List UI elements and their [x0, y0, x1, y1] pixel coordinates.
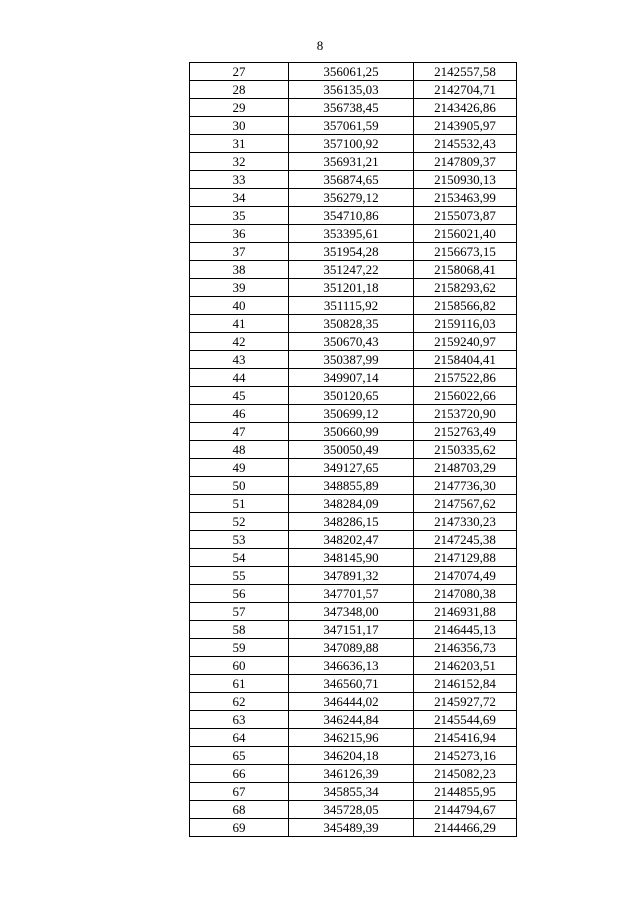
table-row — [190, 405, 517, 423]
table-row — [190, 297, 517, 315]
x-coordinate-cell: 346244,84 — [289, 711, 414, 729]
x-coordinate-cell: 351115,92 — [289, 297, 414, 315]
point-number-cell: 51 — [190, 495, 289, 513]
y-coordinate-cell: 2147567,62 — [414, 495, 517, 513]
page-number: 8 — [316, 38, 324, 53]
point-number-cell: 32 — [190, 153, 289, 171]
table-row — [190, 783, 517, 801]
y-coordinate-cell: 2158293,62 — [414, 279, 517, 297]
point-number-cell: 40 — [190, 297, 289, 315]
x-coordinate-cell: 348145,90 — [289, 549, 414, 567]
table-row — [190, 135, 517, 153]
table-row — [190, 513, 517, 531]
y-coordinate-cell: 2145416,94 — [414, 729, 517, 747]
x-coordinate-cell: 346126,39 — [289, 765, 414, 783]
table-row — [190, 729, 517, 747]
table-row — [190, 243, 517, 261]
coordinates-table-body — [190, 63, 517, 837]
table-row — [190, 441, 517, 459]
point-number-cell: 38 — [190, 261, 289, 279]
x-coordinate-cell: 348855,89 — [289, 477, 414, 495]
point-number-cell: 62 — [190, 693, 289, 711]
point-number-cell: 35 — [190, 207, 289, 225]
y-coordinate-cell: 2147809,37 — [414, 153, 517, 171]
x-coordinate-cell: 356279,12 — [289, 189, 414, 207]
x-coordinate-cell: 345489,39 — [289, 819, 414, 837]
table-row — [190, 279, 517, 297]
y-coordinate-cell: 2147736,30 — [414, 477, 517, 495]
point-number-cell: 29 — [190, 99, 289, 117]
point-number-cell: 63 — [190, 711, 289, 729]
x-coordinate-cell: 350050,49 — [289, 441, 414, 459]
x-coordinate-cell: 345728,05 — [289, 801, 414, 819]
y-coordinate-cell: 2144466,29 — [414, 819, 517, 837]
x-coordinate-cell: 350699,12 — [289, 405, 414, 423]
x-coordinate-cell: 354710,86 — [289, 207, 414, 225]
table-row — [190, 207, 517, 225]
x-coordinate-cell: 351954,28 — [289, 243, 414, 261]
point-number-cell: 57 — [190, 603, 289, 621]
x-coordinate-cell: 351201,18 — [289, 279, 414, 297]
point-number-cell: 68 — [190, 801, 289, 819]
table-row — [190, 747, 517, 765]
y-coordinate-cell: 2158068,41 — [414, 261, 517, 279]
x-coordinate-cell: 350387,99 — [289, 351, 414, 369]
y-coordinate-cell: 2158566,82 — [414, 297, 517, 315]
x-coordinate-cell: 349907,14 — [289, 369, 414, 387]
y-coordinate-cell: 2146931,88 — [414, 603, 517, 621]
point-number-cell: 64 — [190, 729, 289, 747]
x-coordinate-cell: 351247,22 — [289, 261, 414, 279]
y-coordinate-cell: 2156022,66 — [414, 387, 517, 405]
point-number-cell: 30 — [190, 117, 289, 135]
point-number-cell: 49 — [190, 459, 289, 477]
table-row — [190, 153, 517, 171]
y-coordinate-cell: 2142704,71 — [414, 81, 517, 99]
y-coordinate-cell: 2147330,23 — [414, 513, 517, 531]
table-row — [190, 81, 517, 99]
point-number-cell: 56 — [190, 585, 289, 603]
table-row — [190, 333, 517, 351]
table-row — [190, 693, 517, 711]
point-number-cell: 45 — [190, 387, 289, 405]
y-coordinate-cell: 2145544,69 — [414, 711, 517, 729]
table-row — [190, 99, 517, 117]
point-number-cell: 54 — [190, 549, 289, 567]
x-coordinate-cell: 345855,34 — [289, 783, 414, 801]
point-number-cell: 67 — [190, 783, 289, 801]
x-coordinate-cell: 357100,92 — [289, 135, 414, 153]
x-coordinate-cell: 347151,17 — [289, 621, 414, 639]
y-coordinate-cell: 2147245,38 — [414, 531, 517, 549]
y-coordinate-cell: 2144794,67 — [414, 801, 517, 819]
table-row — [190, 189, 517, 207]
table-row — [190, 657, 517, 675]
x-coordinate-cell: 356135,03 — [289, 81, 414, 99]
y-coordinate-cell: 2157522,86 — [414, 369, 517, 387]
x-coordinate-cell: 348284,09 — [289, 495, 414, 513]
x-coordinate-cell: 346636,13 — [289, 657, 414, 675]
table-row — [190, 567, 517, 585]
table-row — [190, 531, 517, 549]
y-coordinate-cell: 2146203,51 — [414, 657, 517, 675]
table-row — [190, 495, 517, 513]
table-row — [190, 477, 517, 495]
point-number-cell: 53 — [190, 531, 289, 549]
point-number-cell: 50 — [190, 477, 289, 495]
y-coordinate-cell: 2145532,43 — [414, 135, 517, 153]
point-number-cell: 34 — [190, 189, 289, 207]
y-coordinate-cell: 2142557,58 — [414, 63, 517, 81]
x-coordinate-cell: 350660,99 — [289, 423, 414, 441]
x-coordinate-cell: 347891,32 — [289, 567, 414, 585]
y-coordinate-cell: 2158404,41 — [414, 351, 517, 369]
x-coordinate-cell: 356874,65 — [289, 171, 414, 189]
x-coordinate-cell: 356738,45 — [289, 99, 414, 117]
point-number-cell: 69 — [190, 819, 289, 837]
point-number-cell: 31 — [190, 135, 289, 153]
point-number-cell: 37 — [190, 243, 289, 261]
x-coordinate-cell: 346204,18 — [289, 747, 414, 765]
point-number-cell: 33 — [190, 171, 289, 189]
table-row — [190, 585, 517, 603]
y-coordinate-cell: 2146356,73 — [414, 639, 517, 657]
table-row — [190, 621, 517, 639]
y-coordinate-cell: 2143426,86 — [414, 99, 517, 117]
y-coordinate-cell: 2148703,29 — [414, 459, 517, 477]
y-coordinate-cell: 2146445,13 — [414, 621, 517, 639]
table-row — [190, 549, 517, 567]
table-row — [190, 801, 517, 819]
y-coordinate-cell: 2145927,72 — [414, 693, 517, 711]
y-coordinate-cell: 2150335,62 — [414, 441, 517, 459]
y-coordinate-cell: 2156673,15 — [414, 243, 517, 261]
table-row — [190, 63, 517, 81]
x-coordinate-cell: 347348,00 — [289, 603, 414, 621]
x-coordinate-cell: 346560,71 — [289, 675, 414, 693]
point-number-cell: 47 — [190, 423, 289, 441]
table-row — [190, 603, 517, 621]
table-row — [190, 315, 517, 333]
point-number-cell: 28 — [190, 81, 289, 99]
y-coordinate-cell: 2155073,87 — [414, 207, 517, 225]
point-number-cell: 66 — [190, 765, 289, 783]
point-number-cell: 59 — [190, 639, 289, 657]
y-coordinate-cell: 2159116,03 — [414, 315, 517, 333]
table-row — [190, 819, 517, 837]
x-coordinate-cell: 349127,65 — [289, 459, 414, 477]
table-row — [190, 711, 517, 729]
table-row — [190, 369, 517, 387]
y-coordinate-cell: 2146152,84 — [414, 675, 517, 693]
point-number-cell: 44 — [190, 369, 289, 387]
x-coordinate-cell: 353395,61 — [289, 225, 414, 243]
point-number-cell: 41 — [190, 315, 289, 333]
y-coordinate-cell: 2159240,97 — [414, 333, 517, 351]
x-coordinate-cell: 347089,88 — [289, 639, 414, 657]
table-row — [190, 765, 517, 783]
table-row — [190, 387, 517, 405]
x-coordinate-cell: 348202,47 — [289, 531, 414, 549]
point-number-cell: 39 — [190, 279, 289, 297]
table-row — [190, 225, 517, 243]
table-row — [190, 351, 517, 369]
point-number-cell: 52 — [190, 513, 289, 531]
point-number-cell: 58 — [190, 621, 289, 639]
table-row — [190, 117, 517, 135]
point-number-cell: 43 — [190, 351, 289, 369]
y-coordinate-cell: 2144855,95 — [414, 783, 517, 801]
x-coordinate-cell: 356931,21 — [289, 153, 414, 171]
x-coordinate-cell: 346215,96 — [289, 729, 414, 747]
y-coordinate-cell: 2152763,49 — [414, 423, 517, 441]
y-coordinate-cell: 2147080,38 — [414, 585, 517, 603]
point-number-cell: 48 — [190, 441, 289, 459]
y-coordinate-cell: 2156021,40 — [414, 225, 517, 243]
point-number-cell: 55 — [190, 567, 289, 585]
coordinates-table — [189, 62, 517, 837]
table-row — [190, 639, 517, 657]
x-coordinate-cell: 347701,57 — [289, 585, 414, 603]
x-coordinate-cell: 357061,59 — [289, 117, 414, 135]
table-row — [190, 423, 517, 441]
y-coordinate-cell: 2145273,16 — [414, 747, 517, 765]
x-coordinate-cell: 350828,35 — [289, 315, 414, 333]
point-number-cell: 36 — [190, 225, 289, 243]
table-row — [190, 675, 517, 693]
point-number-cell: 60 — [190, 657, 289, 675]
x-coordinate-cell: 356061,25 — [289, 63, 414, 81]
y-coordinate-cell: 2147129,88 — [414, 549, 517, 567]
y-coordinate-cell: 2153720,90 — [414, 405, 517, 423]
y-coordinate-cell: 2153463,99 — [414, 189, 517, 207]
x-coordinate-cell: 350670,43 — [289, 333, 414, 351]
y-coordinate-cell: 2150930,13 — [414, 171, 517, 189]
point-number-cell: 27 — [190, 63, 289, 81]
point-number-cell: 46 — [190, 405, 289, 423]
point-number-cell: 42 — [190, 333, 289, 351]
point-number-cell: 61 — [190, 675, 289, 693]
table-row — [190, 261, 517, 279]
y-coordinate-cell: 2145082,23 — [414, 765, 517, 783]
table-row — [190, 171, 517, 189]
x-coordinate-cell: 348286,15 — [289, 513, 414, 531]
x-coordinate-cell: 350120,65 — [289, 387, 414, 405]
y-coordinate-cell: 2143905,97 — [414, 117, 517, 135]
table-row — [190, 459, 517, 477]
x-coordinate-cell: 346444,02 — [289, 693, 414, 711]
point-number-cell: 65 — [190, 747, 289, 765]
y-coordinate-cell: 2147074,49 — [414, 567, 517, 585]
